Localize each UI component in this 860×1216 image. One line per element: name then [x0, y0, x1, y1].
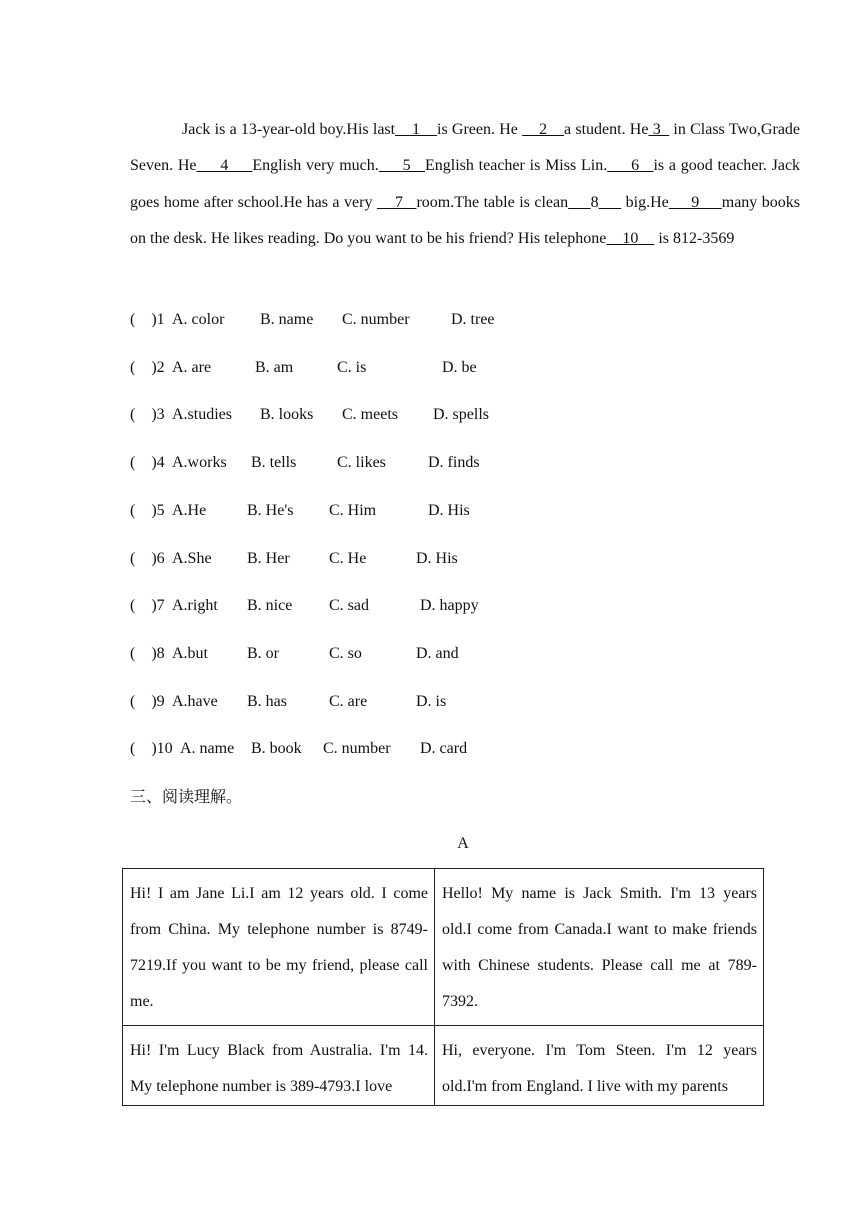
option-b: B. has	[247, 692, 287, 710]
passage-text: many books on the desk. He likes reading. Do you want to be his friend? His telephone	[130, 193, 801, 247]
passage-text: is 812-3569	[654, 229, 735, 247]
question-number: ( )10	[130, 740, 173, 758]
option-b: B. nice	[247, 597, 293, 615]
option-c: C. Him	[329, 501, 377, 519]
option-c: C. are	[329, 692, 368, 710]
option-c: C. number	[342, 311, 410, 328]
passage-text: English teacher is Miss Lin.	[425, 157, 608, 175]
answer-blank: 4	[196, 157, 253, 175]
answer-blank: 6	[607, 157, 654, 175]
passage-text: in Class Two,Grade Seven. He	[130, 121, 801, 175]
option-c: C. is	[337, 358, 367, 376]
answer-blank: 7	[376, 193, 417, 211]
option-b: B. Her	[247, 549, 290, 567]
option-c: C. sad	[329, 597, 369, 615]
question-number: ( )4	[130, 454, 165, 472]
option-b: B. or	[247, 644, 279, 662]
answer-blank: 10	[606, 229, 655, 247]
option-c: C. meets	[342, 406, 398, 424]
option-a: A.have	[172, 692, 218, 710]
ad-cell: Hello! My name is Jack Smith. I'm 13 years old.I come from Canada.I want to make friends with Chinese students. Please call me at 789-7392.	[435, 869, 764, 1026]
option-b: B. name	[260, 311, 314, 328]
passage-text: 8	[590, 193, 599, 211]
option-b: B. book	[251, 740, 302, 758]
question-number: ( )6	[130, 549, 165, 567]
option-d: D. His	[416, 549, 458, 567]
question-number: ( )8	[130, 644, 165, 662]
option-a: A.right	[172, 597, 218, 615]
question-number: ( )5	[130, 501, 165, 519]
option-c: C. likes	[337, 454, 386, 472]
passage-text: a student. He	[564, 121, 649, 138]
option-a: A.but	[172, 644, 208, 662]
option-a: A.works	[172, 454, 227, 472]
passage-text: big.He	[621, 193, 669, 211]
passage-text: is a good teacher. Jack goes home after school.He has a very	[130, 157, 801, 211]
option-a: A.She	[172, 549, 212, 567]
question-number: ( )9	[130, 692, 165, 710]
answer-blank: 5	[378, 157, 425, 175]
option-d: D. and	[416, 644, 459, 662]
ad-cell: Hi! I am Jane Li.I am 12 years old. I come from China. My telephone number is 8749-7219.If you want to be my friend, please call me.	[123, 869, 435, 1026]
passage-text: Jack is a 13-year-old boy.His last	[182, 121, 396, 138]
passage-text: is Green. He	[437, 121, 523, 138]
question-number: ( )3	[130, 406, 165, 424]
option-d: D. happy	[420, 597, 479, 615]
answer-blank: 1	[395, 121, 437, 138]
answer-blank: 3	[648, 121, 670, 138]
answer-blank	[599, 194, 622, 211]
option-a: A. color	[172, 311, 225, 328]
option-d: D. card	[420, 740, 468, 758]
option-d: D. is	[416, 692, 447, 710]
answer-blank	[568, 194, 591, 211]
question-number: ( )2	[130, 358, 165, 376]
option-d: D. be	[442, 358, 477, 376]
option-c: C. so	[329, 644, 362, 662]
option-a: A. are	[172, 358, 212, 376]
table-row	[123, 869, 764, 1026]
option-d: D. tree	[451, 311, 495, 328]
option-b: B. looks	[260, 406, 314, 424]
question-number: ( )7	[130, 597, 165, 615]
passage-text: room.The table is clean	[416, 193, 569, 211]
ad-cell: Hi, everyone. I'm Tom Steen. I'm 12 years old.I'm from England. I live with my parents	[435, 1026, 764, 1106]
option-a: A.He	[172, 501, 207, 519]
option-d: D. finds	[428, 454, 480, 472]
option-b: B. tells	[251, 454, 297, 472]
subheading: A	[457, 835, 469, 852]
option-b: B. He's	[247, 501, 294, 519]
question-number: ( )1	[130, 311, 165, 328]
ads-table	[122, 868, 764, 1106]
option-a: A. name	[180, 740, 235, 758]
option-a: A.studies	[172, 406, 232, 424]
passage-text: English very much.	[252, 157, 379, 175]
table-row	[123, 1026, 764, 1106]
option-c: C. He	[329, 549, 367, 567]
cloze-passage	[130, 112, 800, 257]
option-d: D. His	[428, 501, 470, 519]
option-c: C. number	[323, 740, 391, 758]
option-b: B. am	[255, 358, 294, 376]
ad-cell: Hi! I'm Lucy Black from Australia. I'm 14. My telephone number is 389-4793.I love	[123, 1026, 435, 1106]
answer-blank: 9	[668, 193, 722, 211]
answer-blank: 2	[522, 121, 565, 138]
section-heading: 三、阅读理解。	[130, 789, 243, 806]
option-d: D. spells	[433, 406, 489, 424]
